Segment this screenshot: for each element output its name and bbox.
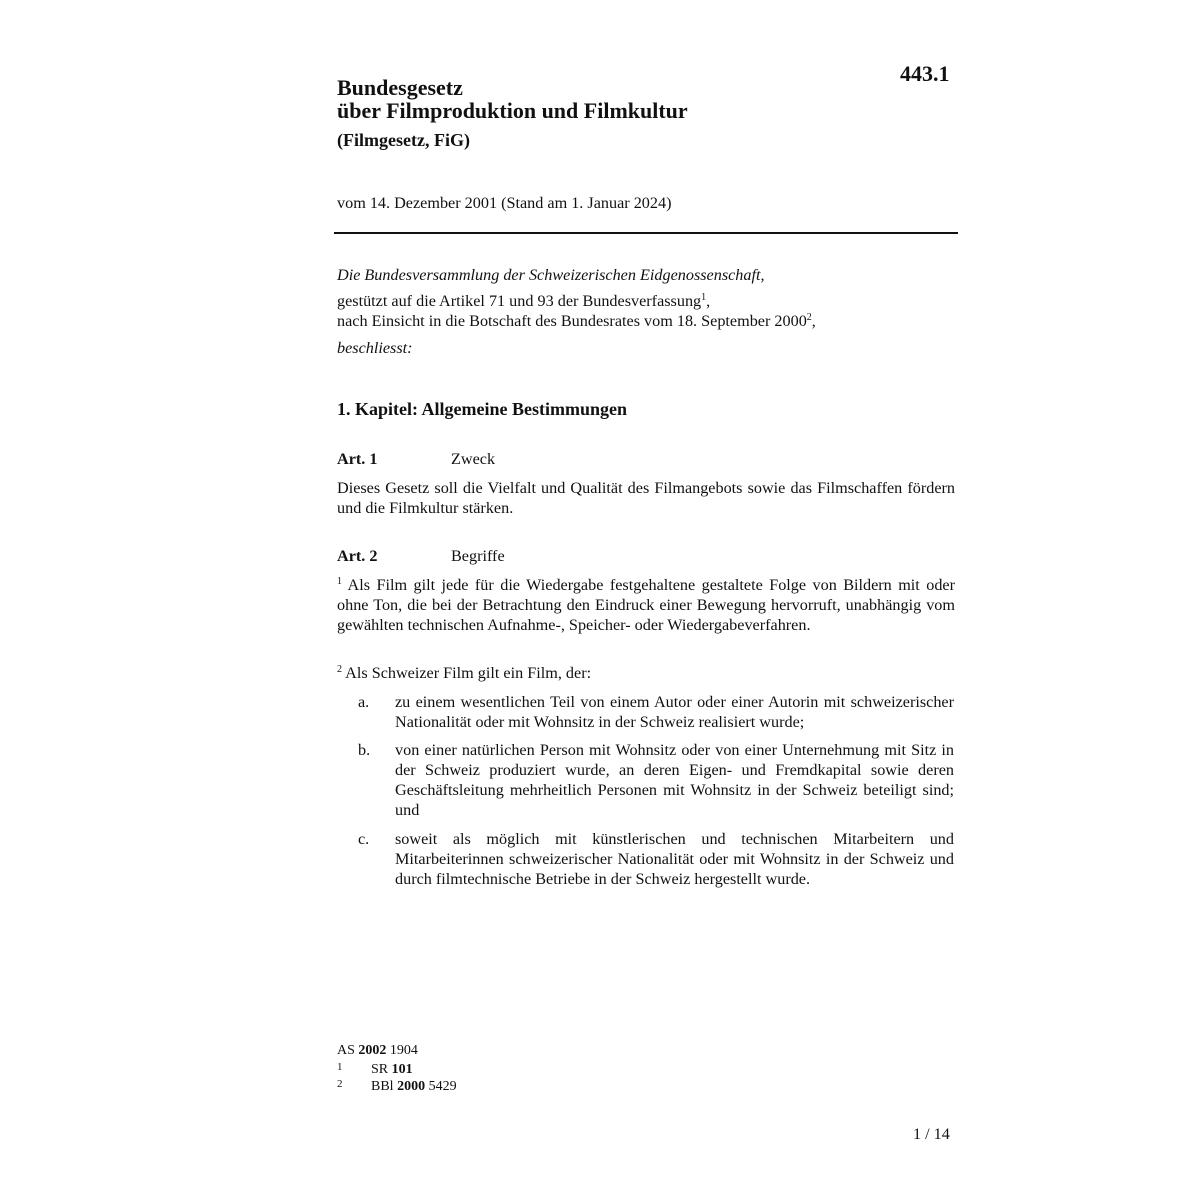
art1-text: Dieses Gesetz soll die Vielfalt und Qualität des Filmangebots sowie das Filmschaffen fördern und die Filmkultur stärken. [337, 479, 955, 517]
fn2-year: 2000 [397, 1079, 426, 1094]
art1-number: Art. 1 [337, 450, 378, 468]
footnote-2 [337, 1079, 637, 1095]
para-number-1: 1 [337, 576, 342, 587]
preamble-line-2 [337, 291, 710, 311]
footnote-2-number: 2 [337, 1078, 343, 1090]
footnote-as [337, 1043, 418, 1059]
preamble-line-2-end: , [706, 292, 711, 310]
art2-number: Art. 2 [337, 547, 378, 565]
preamble-line-1: Die Bundesversammlung der Schweizerischen Eidgenossenschaft, [337, 266, 765, 284]
footnote-1-number: 1 [337, 1061, 343, 1073]
footnote-ref-2[interactable]: 2 [806, 312, 812, 323]
preamble-line-2-text: gestützt auf die Artikel 71 und 93 der Bundesverfassung [337, 292, 702, 310]
title-line-1: Bundesgesetz [337, 75, 463, 100]
art2-para-1-text: Als Film gilt jede für die Wiedergabe festgehaltene gestaltete Folge von Bildern mit oder ohne Ton, die bei der Betrachtung den Eindruck einer Bewegung hervorruft, unabhängig vom gewählten technischen Aufnahme-, Speicher- oder Wiedergabeverfahren. [337, 576, 955, 634]
fn1-prefix: SR [371, 1062, 389, 1077]
list-item-a [358, 692, 954, 732]
list-letter: c. [358, 830, 370, 848]
as-prefix: AS [337, 1043, 355, 1058]
list-text: soweit als möglich mit künstlerischen und technischen Mitarbeitern und Mitarbeiterinnen schweizerischer Nationalität oder mit Wohnsitz in der Schweiz und durch filmtechnische Betriebe in der Schweiz hergestellt wurde. [395, 830, 954, 888]
preamble-line-3 [337, 311, 816, 331]
fn2-prefix: BBl [371, 1079, 394, 1094]
para-number-2: 2 [337, 664, 342, 675]
sr-number: 443.1 [900, 61, 950, 86]
page-number: 1 / 14 [913, 1125, 950, 1143]
list-text: zu einem wesentlichen Teil von einem Autor oder einer Autorin mit schweizerischer Nationalität oder mit Wohnsitz in der Schweiz realisiert wurde; [395, 693, 954, 731]
preamble-line-3-text: nach Einsicht in die Botschaft des Bundesrates vom 18. September 2000 [337, 312, 807, 330]
footnote-ref-1[interactable]: 1 [701, 292, 707, 303]
as-year: 2002 [358, 1043, 387, 1058]
as-page: 1904 [389, 1043, 418, 1058]
footnote-1 [337, 1062, 637, 1078]
list-item-b [358, 740, 954, 820]
footnote-2-text [371, 1079, 457, 1095]
art1-title: Zweck [451, 450, 496, 468]
fn1-number: 101 [391, 1062, 413, 1077]
art2-para-2 [337, 663, 591, 683]
chapter-heading: 1. Kapitel: Allgemeine Bestimmungen [337, 399, 627, 419]
art2-para-1 [337, 575, 955, 635]
header-rule [334, 232, 958, 234]
footnote-1-text [371, 1062, 413, 1078]
list-letter: b. [358, 741, 371, 759]
fn2-page: 5429 [428, 1079, 457, 1094]
title-line-2: über Filmproduktion und Filmkultur [337, 98, 688, 123]
preamble-line-3-end: , [811, 312, 816, 330]
preamble-line-4: beschliesst: [337, 339, 413, 357]
art2-title: Begriffe [451, 547, 505, 565]
list-letter: a. [358, 693, 370, 711]
list-item-c [358, 829, 954, 889]
art2-para-2-text: Als Schweizer Film gilt ein Film, der: [345, 664, 592, 682]
list-text: von einer natürlichen Person mit Wohnsitz oder von einer Unternehmung mit Sitz in der Schweiz produziert wurde, an deren Eigen- und Fremdkapital sowie deren Geschäftsleitung mehrheitlich Personen mit Wohnsitz in der Schweiz beteiligt sind; und [395, 741, 954, 819]
date-line: vom 14. Dezember 2001 (Stand am 1. Januar 2024) [337, 194, 672, 212]
short-title: (Filmgesetz, FiG) [337, 130, 470, 150]
